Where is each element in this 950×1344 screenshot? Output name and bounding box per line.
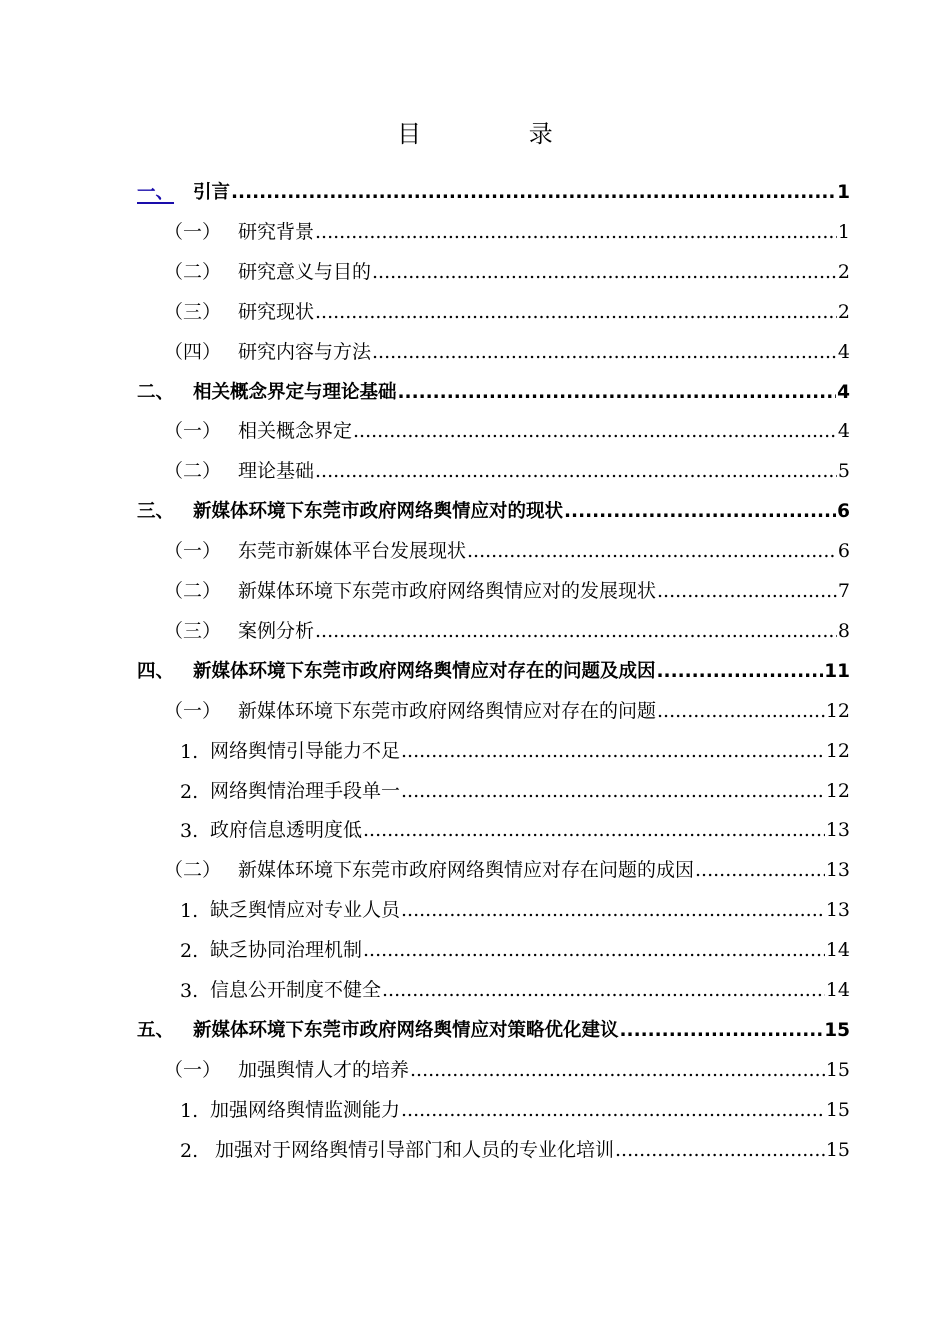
toc-entry-number: 1. — [180, 740, 199, 763]
toc-leader-dots — [401, 780, 825, 802]
toc-entry[interactable] — [0, 451, 950, 491]
toc-entry-number: 2. — [180, 940, 199, 963]
toc-entry[interactable] — [0, 850, 950, 890]
toc-leader-dots — [353, 420, 837, 442]
toc-leader-dots — [620, 1020, 824, 1041]
toc-leader-dots — [398, 382, 837, 403]
toc-entry-number: 2. — [180, 1139, 199, 1162]
toc-entry[interactable] — [0, 611, 950, 651]
toc-entry-title[interactable]: 缺乏协同治理机制 — [210, 939, 363, 962]
toc-entry[interactable] — [0, 930, 950, 970]
toc-entry-number: 1. — [180, 1099, 199, 1122]
toc-entry-number: 3. — [180, 980, 199, 1002]
toc-leader-dots — [410, 1059, 825, 1081]
toc-entry-title[interactable]: 研究现状 — [238, 300, 315, 323]
toc-entry-title[interactable]: 新媒体环境下东莞市政府网络舆情应对存在的问题 — [238, 699, 657, 722]
toc-entry-number: （二） — [164, 580, 222, 602]
toc-entry-title[interactable]: 加强舆情人才的培养 — [238, 1058, 410, 1081]
toc-page-number: 12 — [825, 699, 850, 722]
toc-page-number: 6 — [837, 501, 850, 523]
toc-leader-dots — [315, 620, 837, 642]
toc-page-number: 15 — [825, 1138, 850, 1161]
toc-entry-number: 二、 — [137, 381, 175, 403]
toc-entry-title[interactable]: 加强对于网络舆情引导部门和人员的专业化培训 — [215, 1138, 615, 1161]
toc-entry[interactable] — [0, 691, 950, 731]
toc-entry-title[interactable]: 东莞市新媒体平台发展现状 — [238, 540, 467, 563]
toc-entry-number: （一） — [164, 540, 222, 563]
toc-entry[interactable] — [0, 172, 950, 212]
toc-leader-dots — [363, 819, 825, 841]
toc-page-number: 12 — [825, 779, 850, 802]
toc-entry-title[interactable]: 研究内容与方法 — [238, 340, 372, 363]
toc-entry[interactable] — [0, 771, 950, 811]
toc-page-number: 11 — [824, 660, 850, 682]
toc-entry-number: （四） — [164, 340, 222, 363]
toc-leader-dots — [315, 301, 837, 323]
toc-entry-number: （二） — [164, 460, 222, 483]
toc-entry-title[interactable]: 研究意义与目的 — [238, 260, 372, 283]
toc-leader-dots — [695, 859, 825, 881]
toc-page-number: 4 — [837, 420, 850, 443]
toc-entry-title[interactable]: 网络舆情引导能力不足 — [210, 739, 401, 762]
toc-entry[interactable] — [0, 1050, 950, 1090]
toc-page-number: 5 — [837, 460, 850, 483]
toc-leader-dots — [315, 221, 837, 243]
toc-leader-dots — [657, 580, 837, 602]
toc-entry[interactable] — [0, 1010, 950, 1050]
toc-entry-title[interactable]: 政府信息透明度低 — [210, 819, 363, 842]
toc-entry[interactable] — [0, 970, 950, 1010]
toc-entry-number: 三、 — [137, 501, 175, 523]
toc-leader-dots — [231, 182, 836, 203]
toc-entry-number: （二） — [164, 260, 222, 283]
toc-entry-title[interactable]: 信息公开制度不健全 — [210, 979, 382, 1001]
toc-entry[interactable] — [0, 651, 950, 691]
toc-page-number: 1 — [837, 220, 850, 243]
toc-entry[interactable] — [0, 411, 950, 451]
toc-entry-title[interactable]: 相关概念界定 — [238, 420, 353, 443]
toc-page-number: 2 — [837, 300, 850, 323]
toc-entry-number: （三） — [164, 619, 222, 642]
toc-entry[interactable] — [0, 292, 950, 332]
toc-page-number: 15 — [825, 1058, 850, 1081]
toc-page-number: 6 — [837, 540, 850, 563]
toc-entry-number: （一） — [164, 1058, 222, 1081]
toc-entry[interactable] — [0, 252, 950, 292]
toc-entry-title[interactable]: 缺乏舆情应对专业人员 — [210, 899, 401, 922]
toc-leader-dots — [382, 979, 825, 1001]
toc-page-number: 15 — [825, 1098, 850, 1121]
toc-leader-dots — [401, 899, 825, 921]
toc-entry[interactable] — [0, 531, 950, 571]
toc-page-number: 1 — [837, 182, 850, 203]
toc-heading: 目 录 — [397, 120, 603, 148]
toc-entry-number: 3. — [180, 820, 199, 843]
toc-entry-title[interactable]: 新媒体环境下东莞市政府网络舆情应对策略优化建议 — [193, 1019, 619, 1041]
toc-page-number: 14 — [825, 979, 850, 1001]
toc-leader-dots — [363, 939, 825, 961]
toc-entry-title[interactable]: 研究背景 — [238, 220, 315, 243]
toc-entry-number[interactable]: 一、 — [137, 182, 175, 203]
toc-leader-dots — [401, 1099, 825, 1121]
toc-leader-dots — [564, 501, 836, 522]
toc-entry-title[interactable]: 理论基础 — [238, 460, 315, 483]
toc-page-number: 7 — [837, 580, 850, 602]
toc-leader-dots — [372, 341, 837, 363]
toc-leader-dots — [467, 540, 837, 562]
toc-entry-title[interactable]: 新媒体环境下东莞市政府网络舆情应对存在的问题及成因 — [193, 660, 656, 682]
toc-entry-title[interactable]: 新媒体环境下东莞市政府网络舆情应对的现状 — [193, 501, 564, 523]
toc-entry-title[interactable]: 网络舆情治理手段单一 — [210, 779, 401, 802]
toc-entry-title[interactable]: 新媒体环境下东莞市政府网络舆情应对存在问题的成因 — [238, 859, 695, 882]
toc-entry[interactable] — [0, 372, 950, 412]
toc-entry-number: 1. — [180, 900, 199, 923]
toc-leader-dots — [401, 740, 825, 762]
toc-page-number: 13 — [825, 899, 850, 922]
toc-entry[interactable] — [0, 731, 950, 771]
toc-entry-number: （三） — [164, 300, 222, 323]
toc-page-number: 12 — [825, 739, 850, 762]
toc-leader-dots — [315, 460, 837, 482]
toc-entry-title[interactable]: 引言 — [193, 182, 231, 203]
toc-entry-number: （一） — [164, 220, 222, 243]
toc-entry-title[interactable]: 新媒体环境下东莞市政府网络舆情应对的发展现状 — [238, 580, 657, 602]
toc-entry-number: 2. — [180, 780, 199, 803]
toc-page-number: 4 — [837, 340, 850, 363]
toc-entry-title[interactable]: 相关概念界定与理论基础 — [193, 381, 397, 403]
toc-entry-number: （一） — [164, 699, 222, 722]
toc-entry[interactable] — [0, 491, 950, 531]
toc-leader-dots — [657, 661, 824, 682]
toc-entry[interactable] — [0, 1090, 950, 1130]
toc-page-number: 4 — [837, 381, 850, 403]
toc-leader-dots — [657, 700, 825, 722]
toc-page-number: 15 — [824, 1019, 850, 1041]
toc-entry-number: 四、 — [137, 660, 175, 682]
toc-page-number: 14 — [825, 939, 850, 962]
toc-page-number: 13 — [825, 859, 850, 882]
toc-entry-title[interactable]: 案例分析 — [238, 619, 315, 642]
toc-entry-number: （二） — [164, 859, 222, 882]
toc-page-number: 8 — [837, 619, 850, 642]
toc-leader-dots — [372, 261, 837, 283]
toc-entry-number: （一） — [164, 420, 222, 443]
toc-leader-dots — [615, 1139, 825, 1161]
toc-entry[interactable] — [0, 212, 950, 252]
toc-entry-title[interactable]: 加强网络舆情监测能力 — [210, 1098, 401, 1121]
toc-entry[interactable] — [0, 1130, 950, 1170]
toc-entry[interactable] — [0, 332, 950, 372]
toc-entry[interactable] — [0, 571, 950, 611]
toc-entry[interactable] — [0, 810, 950, 850]
toc-entry-number: 五、 — [137, 1019, 175, 1041]
toc-page-number: 2 — [837, 260, 850, 283]
toc-page-number: 13 — [825, 819, 850, 842]
toc-entry[interactable] — [0, 890, 950, 930]
